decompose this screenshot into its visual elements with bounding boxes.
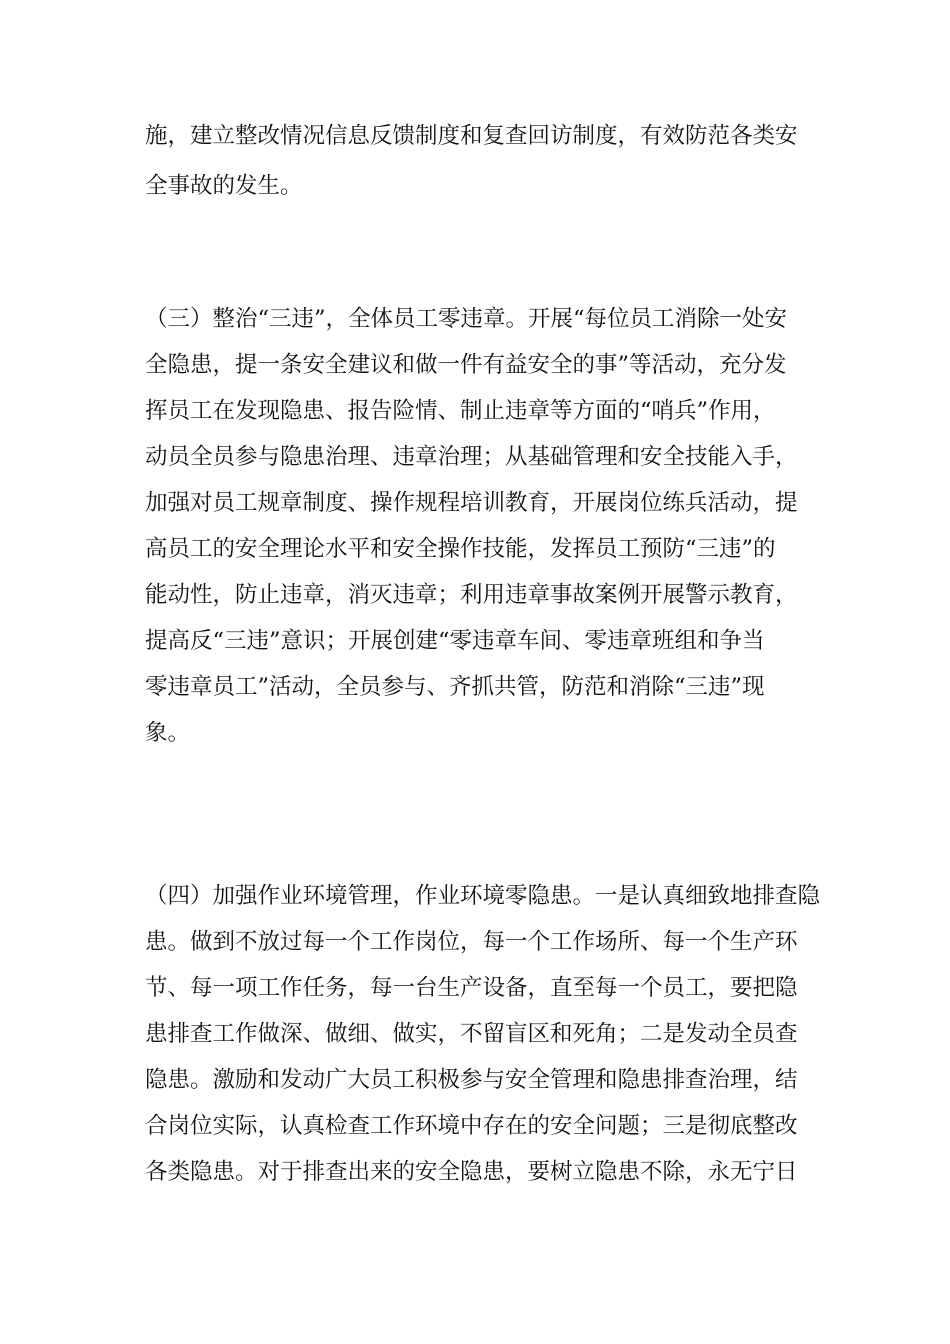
text-line: 患。做到不放过每一个工作岗位，每一个工作场所、每一个生产环 — [145, 929, 798, 955]
text-line: 患排查工作做深、做细、做实，不留盲区和死角；二是发动全员查 — [145, 1021, 798, 1047]
text-line: 节、每一项工作任务，每一台生产设备，直至每一个员工，要把隐 — [145, 975, 798, 1001]
text-line: 高员工的安全理论水平和安全操作技能，发挥员工预防“三违”的 — [145, 536, 776, 562]
text-line: 动员全员参与隐患治理、违章治理；从基础管理和安全技能入手， — [145, 444, 798, 470]
text-line: 全隐患，提一条安全建议和做一件有益安全的事”等活动，充分发 — [145, 352, 787, 378]
text-line: 能动性，防止违章，消灭违章；利用违章事故案例开展警示教育， — [145, 582, 798, 608]
text-line: （三）整治“三违”，全体员工零违章。开展“每位员工消除一处安 — [145, 306, 788, 332]
text-line: 施，建立整改情况信息反馈制度和复查回访制度，有效防范各类安 — [145, 123, 798, 149]
text-line: 零违章员工”活动，全员参与、齐抓共管，防范和消除“三违”现 — [145, 674, 765, 700]
text-line: 隐患。激励和发动广大员工积极参与安全管理和隐患排查治理，结 — [145, 1067, 798, 1093]
text-line: 挥员工在发现隐患、报告险情、制止违章等方面的“哨兵”作用， — [145, 398, 776, 424]
text-line: （四）加强作业环境管理，作业环境零隐患。一是认真细致地排查隐 — [145, 883, 821, 909]
text-line: 各类隐患。对于排查出来的安全隐患，要树立隐患不除，永无宁日 — [145, 1159, 798, 1185]
text-line: 合岗位实际，认真检查工作环境中存在的安全问题；三是彻底整改 — [145, 1113, 798, 1139]
text-line: 提高反“三违”意识；开展创建“零违章车间、零违章班组和争当 — [145, 628, 765, 654]
text-line: 加强对员工规章制度、操作规程培训教育，开展岗位练兵活动，提 — [145, 490, 798, 516]
text-line: 象。 — [145, 720, 191, 746]
text-line: 全事故的发生。 — [145, 173, 303, 199]
